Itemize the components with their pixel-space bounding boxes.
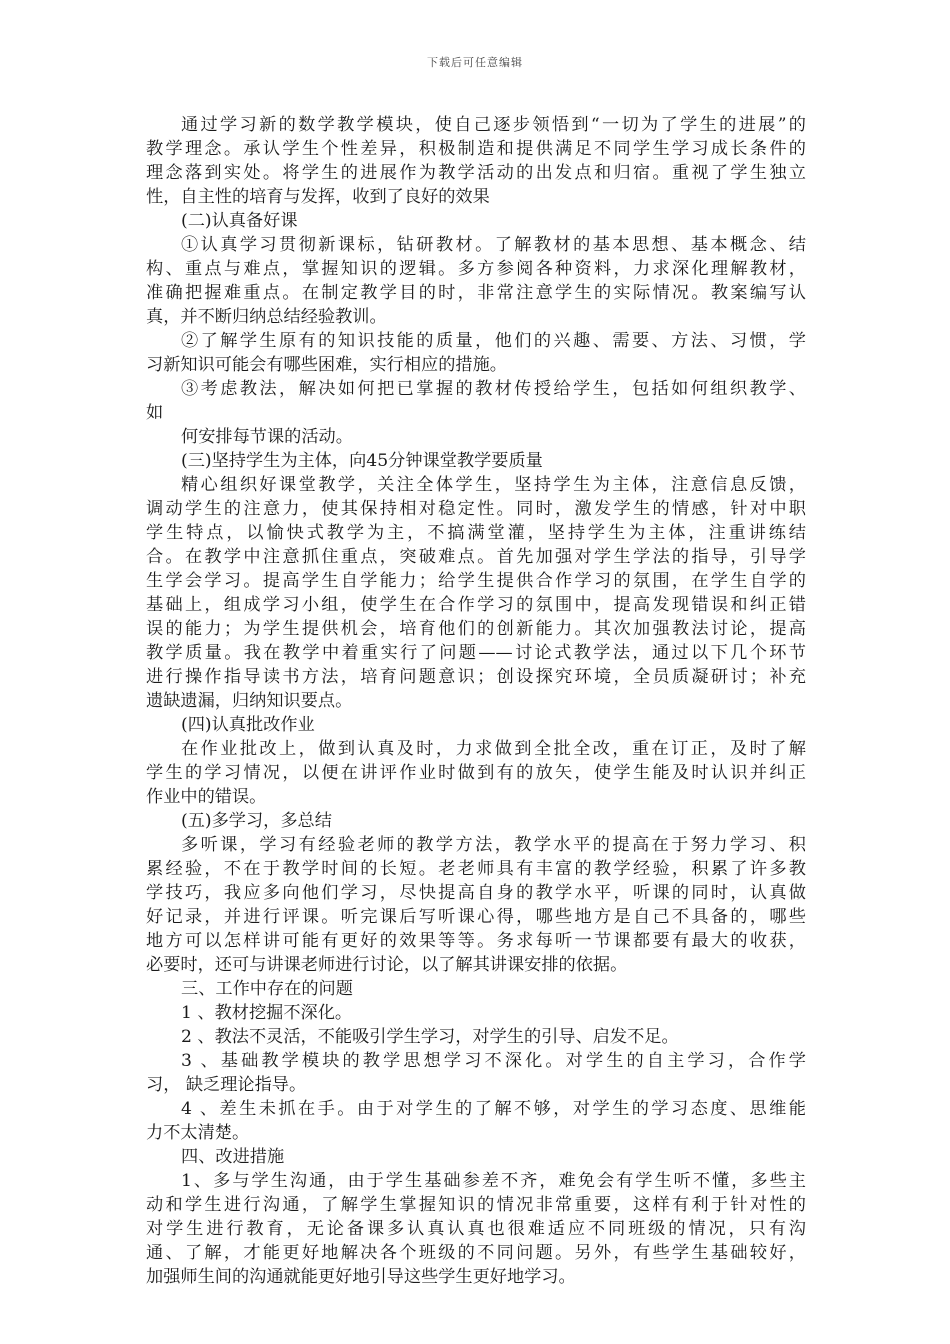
text-line: 1 、教材挖掘不深化。 [181, 1003, 353, 1023]
text-line: 习， 缺乏理论指导。 [146, 1075, 307, 1095]
text-line: (三)坚持学生为主体，向45分钟课堂教学要质量 [181, 451, 543, 471]
text-line: 教学理念。承认学生个性差异，积极制造和提供满足不同学生学习成长条件的 [146, 139, 806, 159]
text-line: 基础上，组成学习小组，使学生在合作学习的氛围中，提高发现错误和纠正错 [146, 595, 806, 615]
text-line: 对学生进行教育，无论备课多认真认真也很难适应不同班级的情况，只有沟 [146, 1219, 806, 1239]
text-line: 遗缺遗漏，归纳知识要点。 [146, 691, 353, 711]
text-line: 通、了解，才能更好地解决各个班级的不同问题。另外，有些学生基础较好， [146, 1243, 806, 1263]
text-line: 如 [146, 403, 164, 423]
text-line: 1、多与学生沟通，由于学生基础参差不齐，难免会有学生听不懂，多些主 [181, 1171, 806, 1191]
text-line: 构、重点与难点，掌握知识的逻辑。多方参阅各种资料，力求深化理解教材， [146, 259, 806, 279]
text-line: 在作业批改上，做到认真及时，力求做到全批全改，重在订正，及时了解 [181, 739, 806, 759]
text-line: 教学质量。我在教学中着重实行了问题——讨论式教学法，通过以下几个环节 [146, 643, 806, 663]
text-line: 3 、基础教学模块的教学思想学习不深化。对学生的自主学习，合作学 [181, 1051, 806, 1071]
text-line: 动和学生进行沟通，了解学生掌握知识的情况非常重要，这样有利于针对性的 [146, 1195, 806, 1215]
text-line: ①认真学习贯彻新课标，钻研教材。了解教材的基本思想、基本概念、结 [181, 235, 806, 255]
text-line: 作业中的错误。 [146, 787, 267, 807]
text-line: 调动学生的注意力，使其保持相对稳定性。同时，激发学生的情感，针对中职 [146, 499, 806, 519]
text-line: 误的能力；为学生提供机会，培育他们的创新能力。其次加强教法讨论，提高 [146, 619, 806, 639]
text-line: 学生特点，以愉快式教学为主，不搞满堂灌，坚持学生为主体，注重讲练结 [146, 523, 806, 543]
page-header: 下载后可任意编辑 [427, 56, 523, 69]
text-line: 生学会学习。提高学生自学能力；给学生提供合作学习的氛围，在学生自学的 [146, 571, 806, 591]
text-line: 合。在教学中注意抓住重点，突破难点。首先加强对学生学法的指导，引导学 [146, 547, 806, 567]
text-line: 真，并不断归纳总结经验教训。 [146, 307, 387, 327]
text-line: 通过学习新的数学教学模块，使自己逐步领悟到“一切为了学生的进展”的 [181, 115, 806, 135]
text-line: 地方可以怎样讲可能有更好的效果等等。务求每听一节课都要有最大的收获， [146, 931, 806, 951]
text-line: 何安排每节课的活动。 [181, 427, 353, 447]
text-line: ②了解学生原有的知识技能的质量，他们的兴趣、需要、方法、习惯，学 [181, 331, 806, 351]
text-line: 4 、差生未抓在手。由于对学生的了解不够，对学生的学习态度、思维能 [181, 1099, 806, 1119]
text-line: 四、改进措施 [181, 1147, 285, 1167]
text-line: 多听课，学习有经验老师的教学方法，教学水平的提高在于努力学习、积 [181, 835, 806, 855]
text-line: 理念落到实处。将学生的进展作为教学活动的出发点和归宿。重视了学生独立 [146, 163, 806, 183]
text-line: (四)认真批改作业 [181, 715, 315, 735]
text-line: 精心组织好课堂教学，关注全体学生，坚持学生为主体，注意信息反馈， [181, 475, 806, 495]
text-line: ③考虑教法，解决如何把已掌握的教材传授给学生，包括如何组织教学、 [181, 379, 806, 399]
text-line: 学技巧，我应多向他们学习，尽快提高自身的教学水平，听课的同时，认真做 [146, 883, 806, 903]
text-line: 加强师生间的沟通就能更好地引导这些学生更好地学习。 [146, 1267, 576, 1287]
text-line: 累经验，不在于教学时间的长短。老老师具有丰富的教学经验，积累了许多教 [146, 859, 806, 879]
text-line: (五)多学习，多总结 [181, 811, 332, 831]
text-line: 学生的学习情况，以便在讲评作业时做到有的放矢，使学生能及时认识并纠正 [146, 763, 806, 783]
text-line: 三、工作中存在的问题 [181, 979, 353, 999]
text-line: 必要时，还可与讲课老师进行讨论，以了解其讲课安排的依据。 [146, 955, 628, 975]
text-line: 准确把握难重点。在制定教学目的时，非常注意学生的实际情况。教案编写认 [146, 283, 806, 303]
text-line: 习新知识可能会有哪些困难，实行相应的措施。 [146, 355, 507, 375]
text-line: 好记录，并进行评课。听完课后写听课心得，哪些地方是自己不具备的，哪些 [146, 907, 806, 927]
text-line: (二)认真备好课 [181, 211, 298, 231]
document-body [146, 113, 806, 1289]
text-line: 2 、教法不灵活，不能吸引学生学习，对学生的引导、启发不足。 [181, 1027, 679, 1047]
text-line: 性，自主性的培育与发挥，收到了良好的效果 [146, 187, 490, 207]
text-line: 进行操作指导读书方法，培育问题意识；创设探究环境，全员质凝研讨；补充 [146, 667, 806, 687]
text-line: 力不太清楚。 [146, 1123, 250, 1143]
